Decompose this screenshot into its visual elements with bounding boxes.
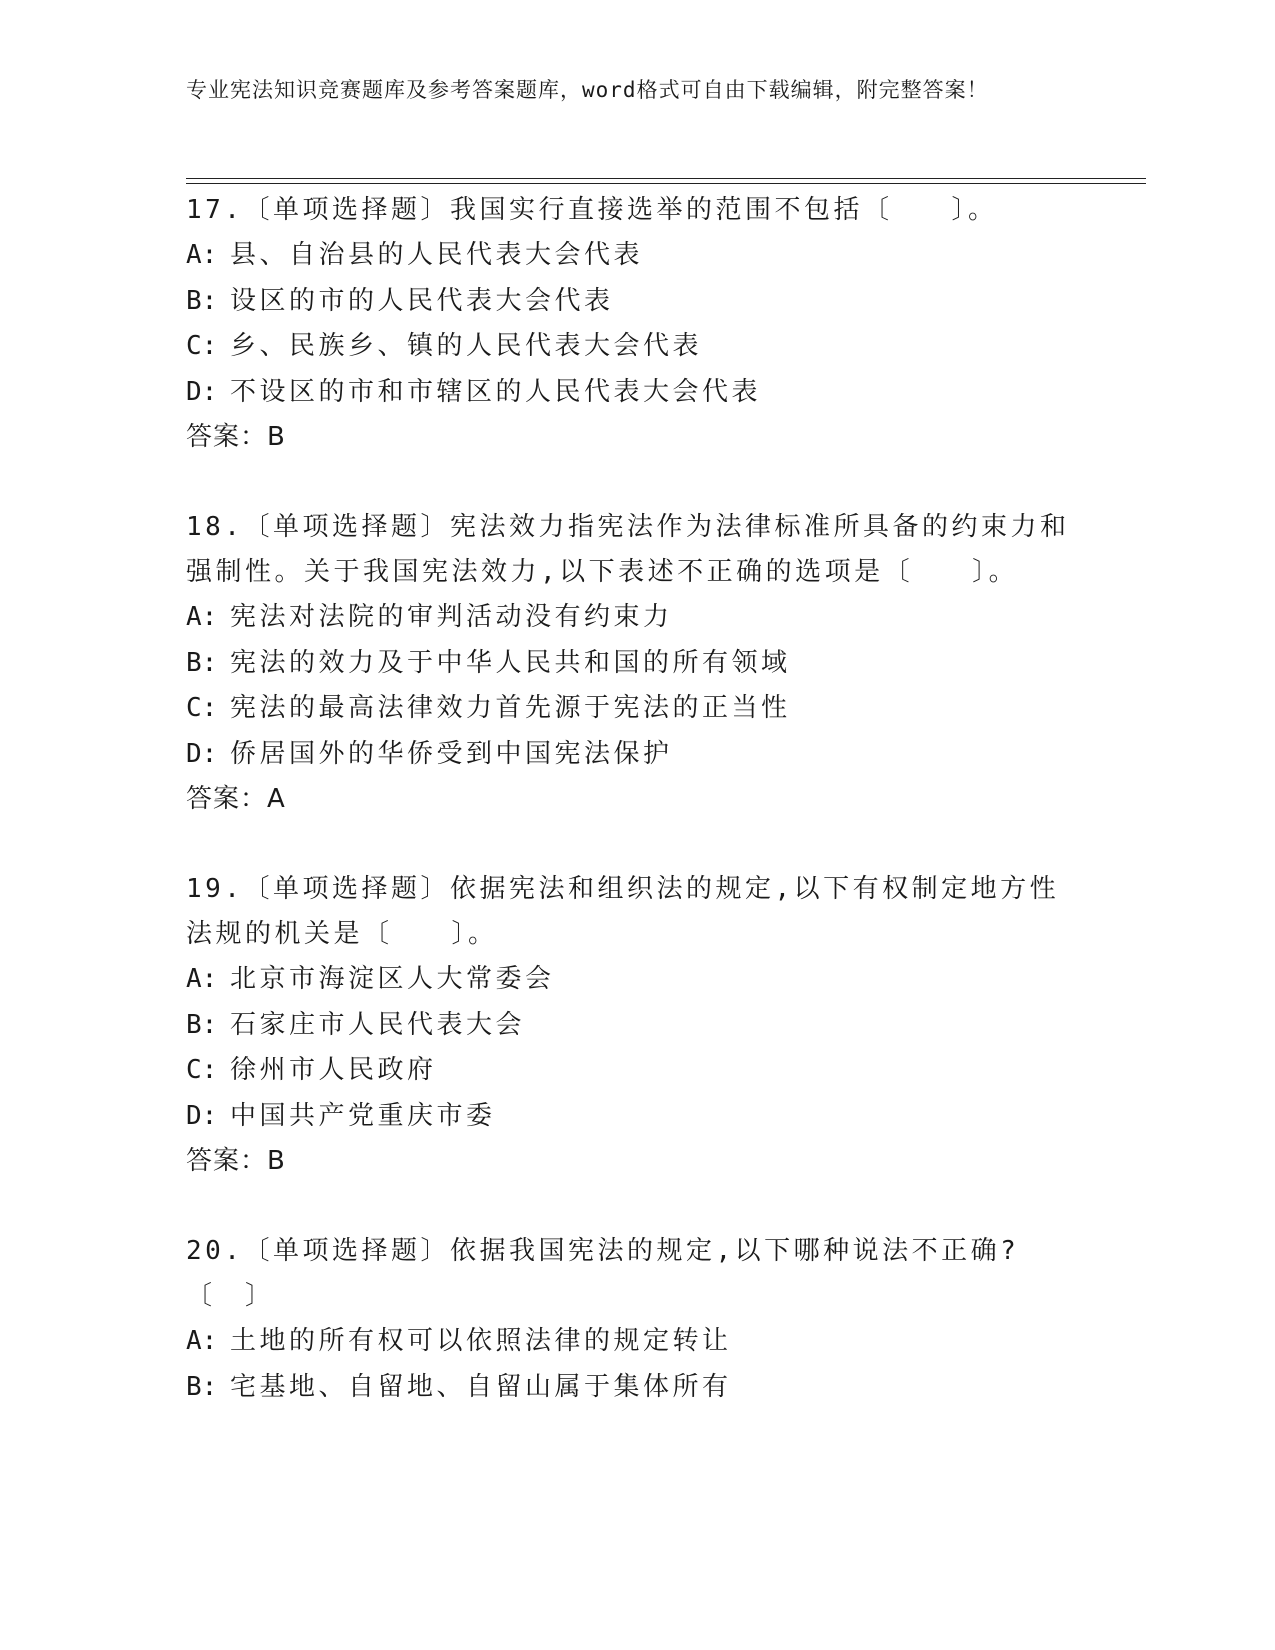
option-letter: B: bbox=[186, 1009, 218, 1040]
option-text: 北京市海淀区人大常委会 bbox=[230, 964, 555, 994]
answer: 答案：B bbox=[186, 1146, 286, 1176]
option-letter: A: bbox=[186, 1326, 218, 1356]
option-text: 宪法对法院的审判活动没有约束力 bbox=[230, 602, 673, 632]
option-text: 乡、民族乡、镇的人民代表大会代表 bbox=[230, 331, 703, 361]
option-d bbox=[186, 370, 1086, 416]
option-letter: A: bbox=[186, 964, 218, 994]
option-letter: B: bbox=[186, 285, 218, 316]
option-text: 徐州市人民政府 bbox=[230, 1055, 437, 1085]
option-d bbox=[186, 1094, 1086, 1140]
option-letter: B: bbox=[186, 647, 218, 678]
option-text: 县、自治县的人民代表大会代表 bbox=[230, 240, 644, 270]
option-b bbox=[186, 1365, 1086, 1411]
option-b bbox=[186, 641, 1086, 687]
question-text: 17.〔单项选择题〕我国实行直接选举的范围不包括〔 〕。 bbox=[186, 195, 998, 225]
option-b bbox=[186, 279, 1086, 325]
option-letter: B: bbox=[186, 1371, 218, 1402]
option-text: 宪法的最高法律效力首先源于宪法的正当性 bbox=[230, 693, 791, 723]
option-c bbox=[186, 1048, 1086, 1094]
option-text: 中国共产党重庆市委 bbox=[230, 1100, 496, 1131]
option-c bbox=[186, 686, 1086, 732]
option-a bbox=[186, 233, 1086, 279]
header-rule-bottom bbox=[186, 183, 1146, 184]
question-20 bbox=[186, 1229, 1086, 1410]
option-text: 侨居国外的华侨受到中国宪法保护 bbox=[230, 738, 673, 769]
question-text: 20.〔单项选择题〕依据我国宪法的规定,以下哪种说法不正确?〔 〕 bbox=[186, 1236, 1020, 1311]
question-list bbox=[186, 188, 1086, 1455]
option-letter: D: bbox=[186, 738, 218, 769]
question-18 bbox=[186, 505, 1086, 822]
option-a bbox=[186, 1319, 1086, 1365]
option-c bbox=[186, 324, 1086, 370]
option-letter: A: bbox=[186, 240, 218, 270]
question-text: 19.〔单项选择题〕依据宪法和组织法的规定,以下有权制定地方性法规的机关是〔 〕。 bbox=[186, 874, 1060, 949]
question-17 bbox=[186, 188, 1086, 460]
option-letter: D: bbox=[186, 1100, 218, 1131]
option-b bbox=[186, 1003, 1086, 1049]
option-text: 不设区的市和市辖区的人民代表大会代表 bbox=[230, 376, 762, 407]
option-letter: A: bbox=[186, 602, 218, 632]
option-text: 设区的市的人民代表大会代表 bbox=[230, 285, 614, 316]
answer: 答案：A bbox=[186, 784, 286, 814]
document-header: 专业宪法知识竞赛题库及参考答案题库，word格式可自由下载编辑，附完整答案！ bbox=[186, 78, 989, 102]
question-19 bbox=[186, 867, 1086, 1184]
option-a bbox=[186, 595, 1086, 641]
question-text: 18.〔单项选择题〕宪法效力指宪法作为法律标准所具备的约束力和强制性。关于我国宪法效力,以下表述不正确的选项是〔 〕。 bbox=[186, 512, 1070, 587]
option-a bbox=[186, 957, 1086, 1003]
option-letter: C: bbox=[186, 331, 218, 361]
option-text: 宪法的效力及于中华人民共和国的所有领域 bbox=[230, 647, 791, 678]
option-letter: C: bbox=[186, 693, 218, 723]
option-d bbox=[186, 732, 1086, 778]
option-letter: D: bbox=[186, 376, 218, 407]
option-text: 宅基地、自留地、自留山属于集体所有 bbox=[230, 1371, 732, 1402]
answer: 答案：B bbox=[186, 422, 286, 452]
header-rule-top bbox=[186, 178, 1146, 179]
option-text: 土地的所有权可以依照法律的规定转让 bbox=[230, 1326, 732, 1356]
option-letter: C: bbox=[186, 1055, 218, 1085]
option-text: 石家庄市人民代表大会 bbox=[230, 1009, 526, 1040]
